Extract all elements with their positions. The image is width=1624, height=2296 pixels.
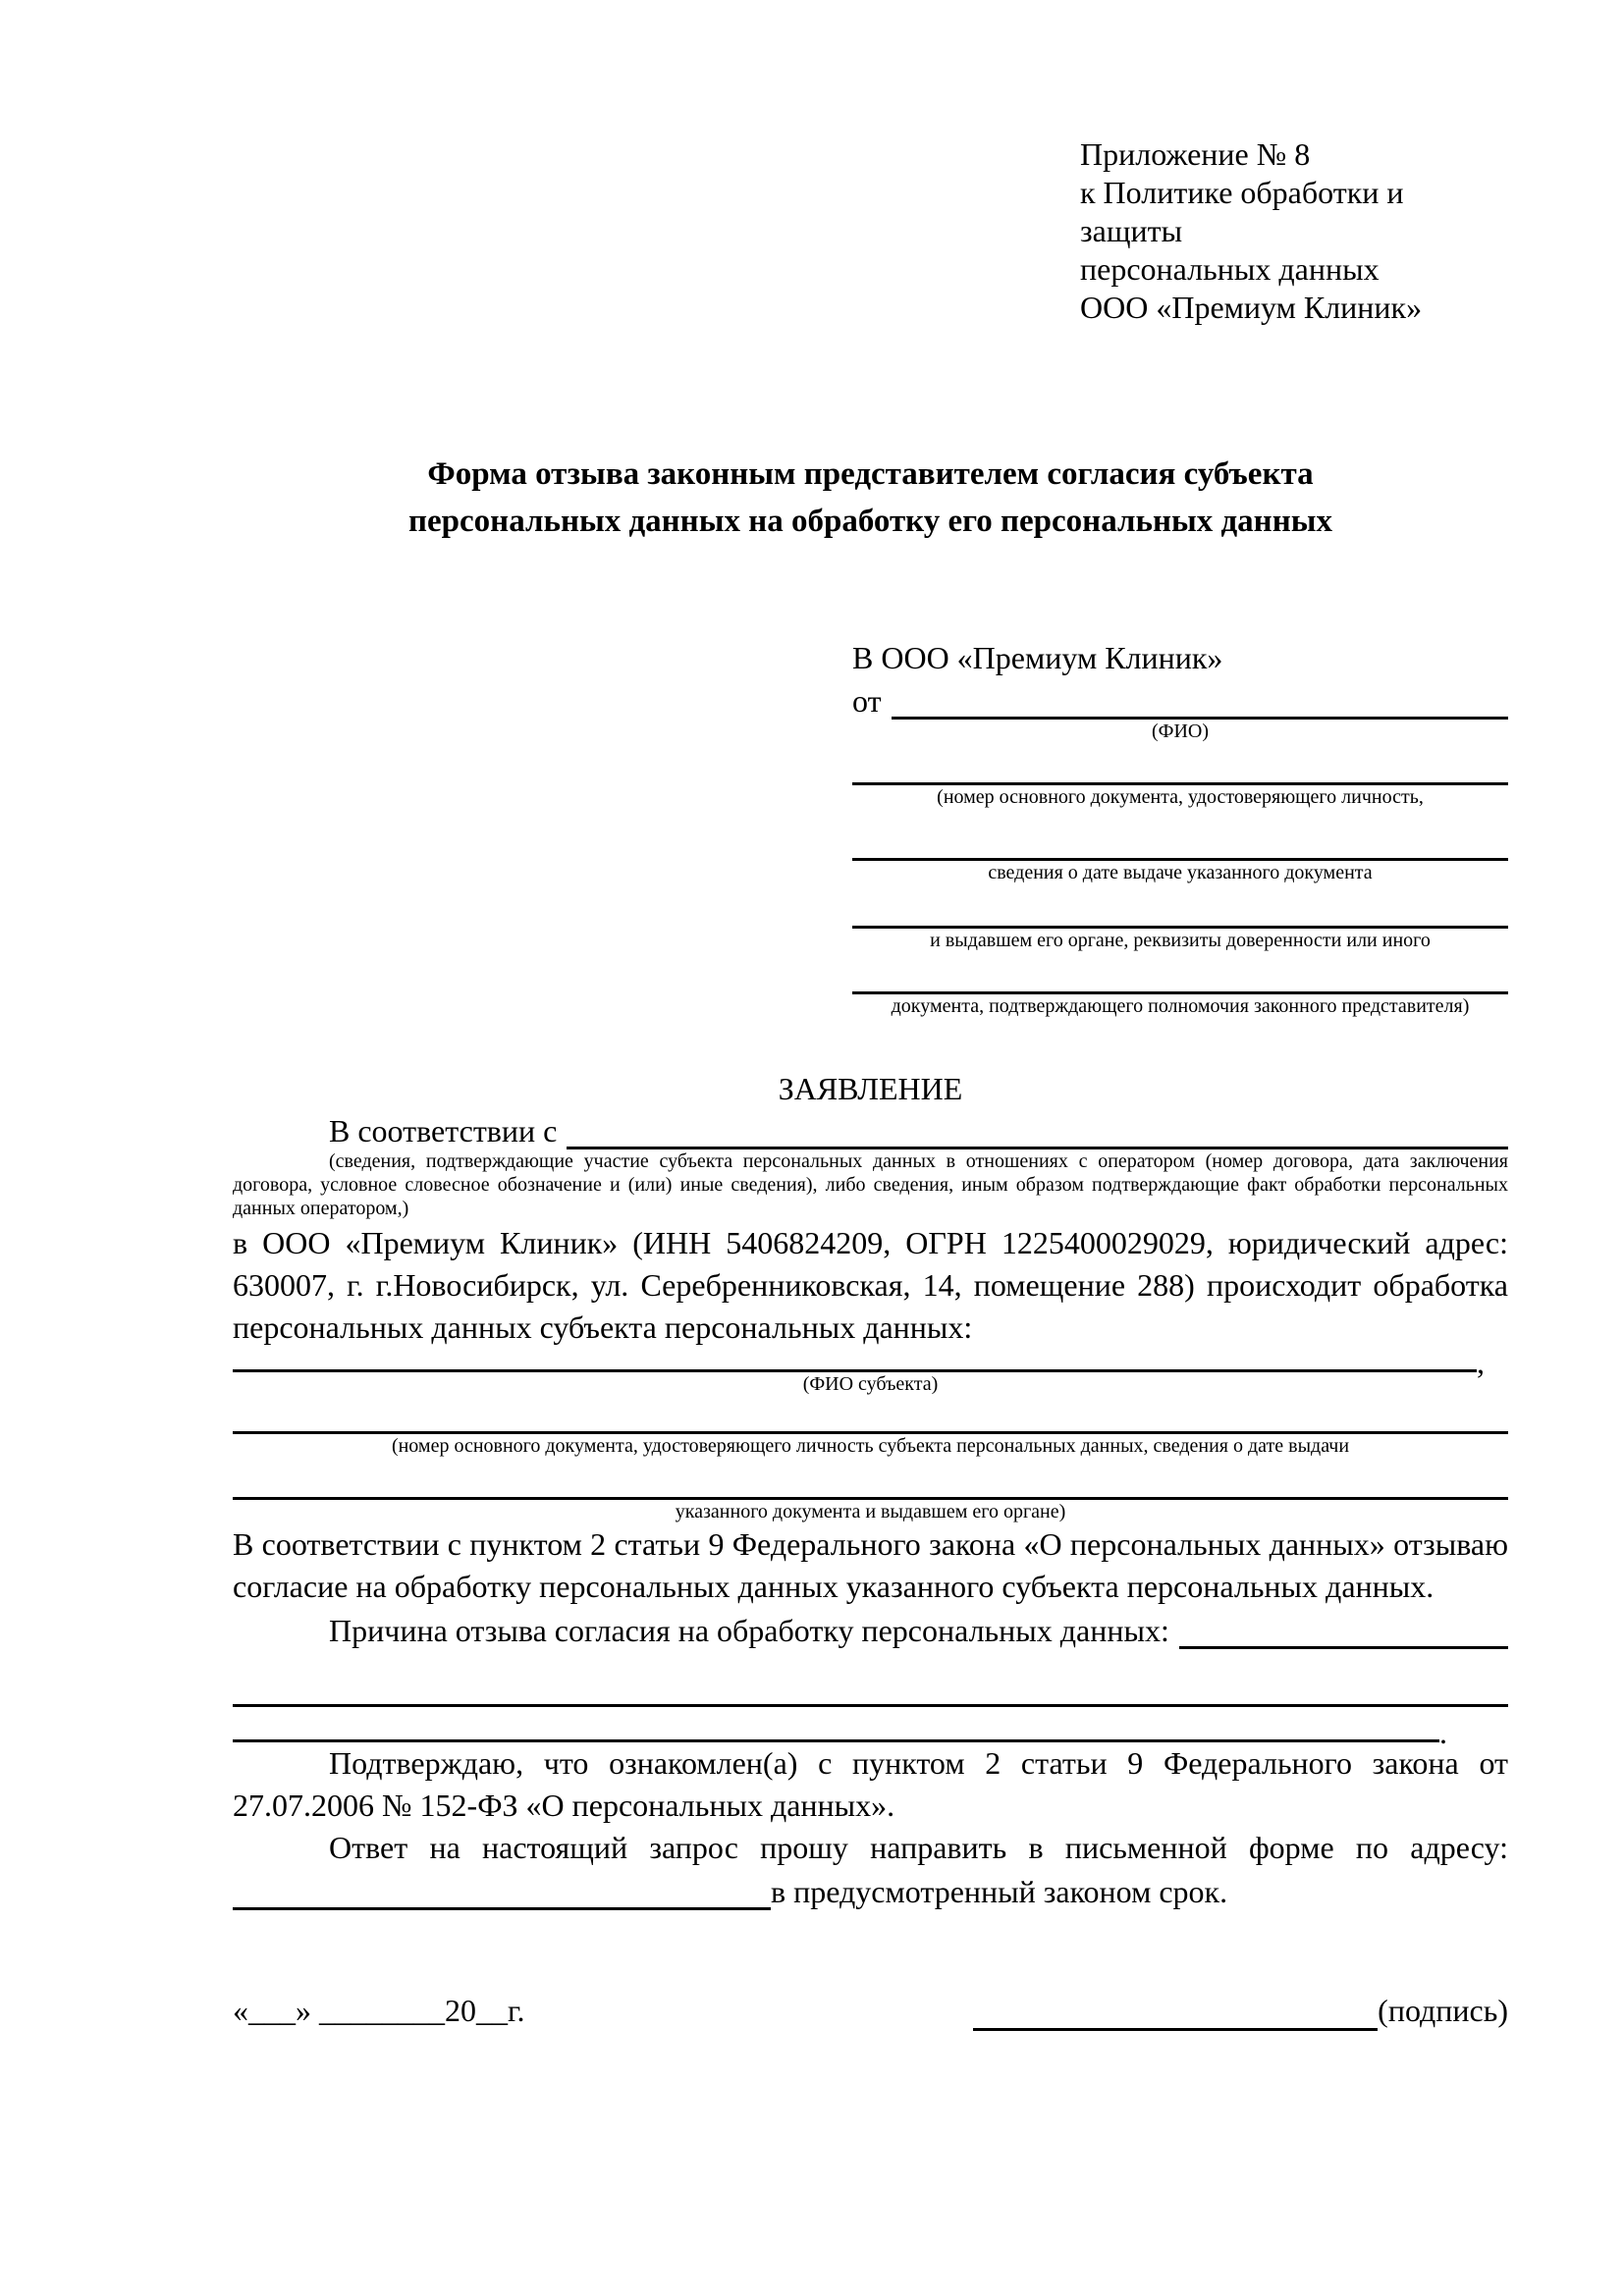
representative-doc-authority-field[interactable] <box>852 884 1508 929</box>
accordance-caption: (сведения, подтверждающие участие субъекта персональных данных в отношениях с оператором (номер договора, дата заключения договора, условное словесное обозначение и (или) иные сведения), либо сведения, иным образом подтверждающие факт обработки персональных данных оператором,) <box>233 1150 1508 1219</box>
subject-doc-caption-2: указанного документа и выдавшем его органе) <box>675 1501 1066 1522</box>
footer-row <box>233 1989 1508 2031</box>
document-title-line-2: персональных данных на обработку его персональных данных <box>408 504 1332 539</box>
subject-doc-caption-1: (номер основного документа, удостоверяющего личность субъекта персональных данных, сведения о дате выдачи <box>391 1435 1350 1457</box>
document-title <box>233 451 1508 545</box>
addressee-block <box>852 637 1508 1018</box>
appendix-line-3: персональных данных <box>1080 251 1380 287</box>
representative-doc-number-field[interactable] <box>852 743 1508 785</box>
addressee-from-row <box>852 678 1508 720</box>
document-title-line-1: Форма отзыва законным представителем согласия субъекта <box>427 456 1314 492</box>
addressee-to: В ООО «Премиум Клиник» <box>852 640 1223 675</box>
signature-group <box>973 1989 1508 2031</box>
subject-fio-row <box>233 1345 1508 1380</box>
fio-caption: (ФИО) <box>1151 721 1209 742</box>
representative-authority-doc-field[interactable] <box>852 952 1508 994</box>
from-label: от <box>852 683 882 719</box>
accordance-row <box>233 1108 1508 1149</box>
reason-extra-line-1[interactable] <box>233 1663 1508 1707</box>
trailing-period: . <box>1439 1715 1447 1750</box>
subject-doc-number-field[interactable] <box>233 1396 1508 1434</box>
trailing-comma: , <box>1477 1345 1485 1380</box>
subject-doc-authority-field[interactable] <box>233 1458 1508 1500</box>
appendix-line-1: Приложение № 8 <box>1080 136 1311 172</box>
representative-doc-caption-4: документа, подтверждающего полномочия законного представителя) <box>891 995 1470 1017</box>
reason-extra-row-2 <box>233 1707 1508 1750</box>
statement-heading: ЗАЯВЛЕНИЕ <box>778 1071 963 1106</box>
representative-doc-caption-2: сведения о дате выдаче указанного документа <box>988 862 1373 883</box>
representative-doc-caption-1: (номер основного документа, удостоверяющего личность, <box>937 786 1424 808</box>
reason-field[interactable] <box>1179 1646 1508 1649</box>
date-field[interactable]: «___» ________20__г. <box>233 1993 525 2028</box>
accordance-label: В соответствии с <box>329 1113 558 1148</box>
appendix-block <box>1080 135 1508 327</box>
reply-tail: в предусмотренный законом срок. <box>771 1874 1228 1909</box>
signature-caption: (подпись) <box>1378 1993 1508 2028</box>
appendix-line-4: ООО «Премиум Клиник» <box>1080 290 1423 325</box>
withdraw-paragraph: В соответствии с пунктом 2 статьи 9 Федерального закона «О персональных данных» отзываю согласие на обработку персональных данных указанного субъекта персональных данных. <box>233 1526 1508 1604</box>
representative-doc-caption-3: и выдавшем его органе, реквизиты доверенности или иного <box>930 930 1431 951</box>
confirm-paragraph: Подтверждаю, что ознакомлен(а) с пунктом 2 статьи 9 Федерального закона от 27.07.2006 № 152-ФЗ «О персональных данных». <box>233 1745 1508 1823</box>
signature-field[interactable] <box>973 1989 1378 2031</box>
reply-address-row <box>233 1869 1508 1910</box>
reply-line: Ответ на настоящий запрос прошу направить в письменной форме по адресу: <box>329 1830 1508 1865</box>
appendix-line-2: к Политике обработки и защиты <box>1080 175 1404 248</box>
reason-row <box>233 1608 1508 1649</box>
representative-doc-issue-date-field[interactable] <box>852 809 1508 861</box>
reply-address-field[interactable] <box>233 1907 771 1910</box>
subject-fio-caption: (ФИО субъекта) <box>802 1373 939 1395</box>
operator-paragraph: в ООО «Премиум Клиник» (ИНН 5406824209, ОГРН 1225400029029, юридический адрес: 630007, г. г.Новосибирск, ул. Серебренниковская, 14, помещение 288) происходит обработка персональных данных субъекта персональных данных: <box>233 1225 1508 1345</box>
reason-label: Причина отзыва согласия на обработку персональных данных: <box>329 1613 1169 1648</box>
